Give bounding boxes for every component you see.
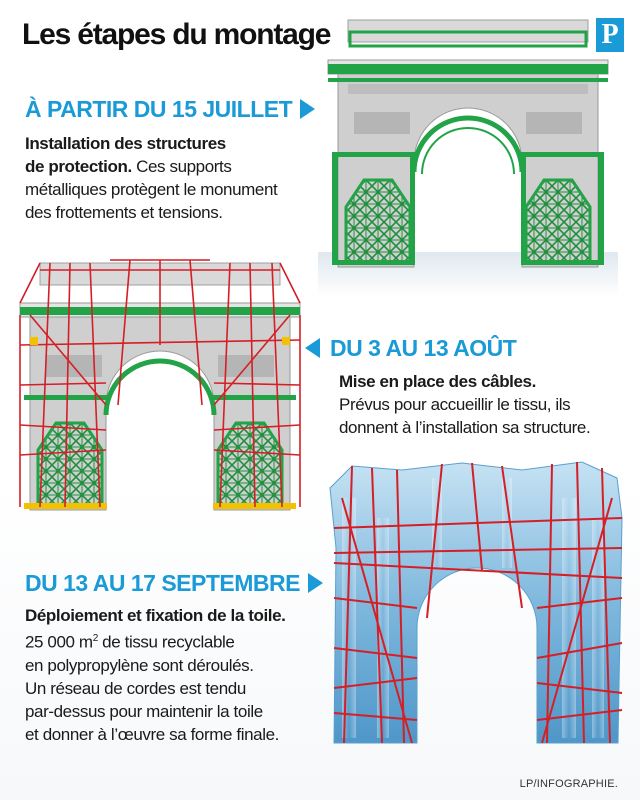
step1-bold-line1: Installation des structures xyxy=(25,134,226,153)
step3-bold-line: Déploiement et fixation de la toile. xyxy=(25,606,286,625)
step2-date: DU 3 AU 13 AOÛT xyxy=(330,335,517,361)
step1-bold-line2: de protection. xyxy=(25,157,132,176)
step2-text-line3: donnent à l’installation sa structure. xyxy=(339,418,591,437)
step1-text-line4: des frottements et tensions. xyxy=(25,203,223,222)
page-title: Les étapes du montage xyxy=(22,18,331,51)
step1-date: À PARTIR DU 15 JUILLET xyxy=(25,96,293,122)
arrow-left-icon xyxy=(305,338,320,358)
step2-bold-line: Mise en place des câbles. xyxy=(339,372,536,391)
arrow-right-icon xyxy=(308,573,323,593)
step2-description xyxy=(339,370,590,439)
step3-text-line5: par-dessus pour maintenir la toile xyxy=(25,701,263,721)
step1-text-line3: métalliques protègent le monument xyxy=(25,180,278,199)
step3-description xyxy=(25,604,285,746)
step3-text-line6: et donner à l’œuvre sa forme finale. xyxy=(25,724,279,744)
step1-text-line2: Ces supports xyxy=(131,157,232,176)
step1-description xyxy=(25,132,277,224)
credit-line: LP/INFOGRAPHIE. xyxy=(519,778,618,790)
step3-text-line4: Un réseau de cordes est tendu xyxy=(25,678,246,698)
step2-text-line2: Prévus pour accueillir le tissu, ils xyxy=(339,395,571,414)
step1-heading xyxy=(25,96,315,123)
step3-heading xyxy=(25,570,323,597)
step3-text-line2: 25 000 $m^2$ de tissu recyclable xyxy=(25,632,235,652)
arrow-right-icon xyxy=(300,99,315,119)
step3-text-line3: en polypropylène sont déroulés. xyxy=(25,655,254,675)
step2-heading xyxy=(305,335,516,362)
arch-illustration-step2 xyxy=(10,255,310,525)
arch-illustration-step3 xyxy=(322,458,632,753)
le-parisien-logo: P xyxy=(596,18,624,52)
arch-illustration-step1 xyxy=(318,12,618,297)
step3-date: DU 13 AU 17 SEPTEMBRE xyxy=(25,570,300,596)
